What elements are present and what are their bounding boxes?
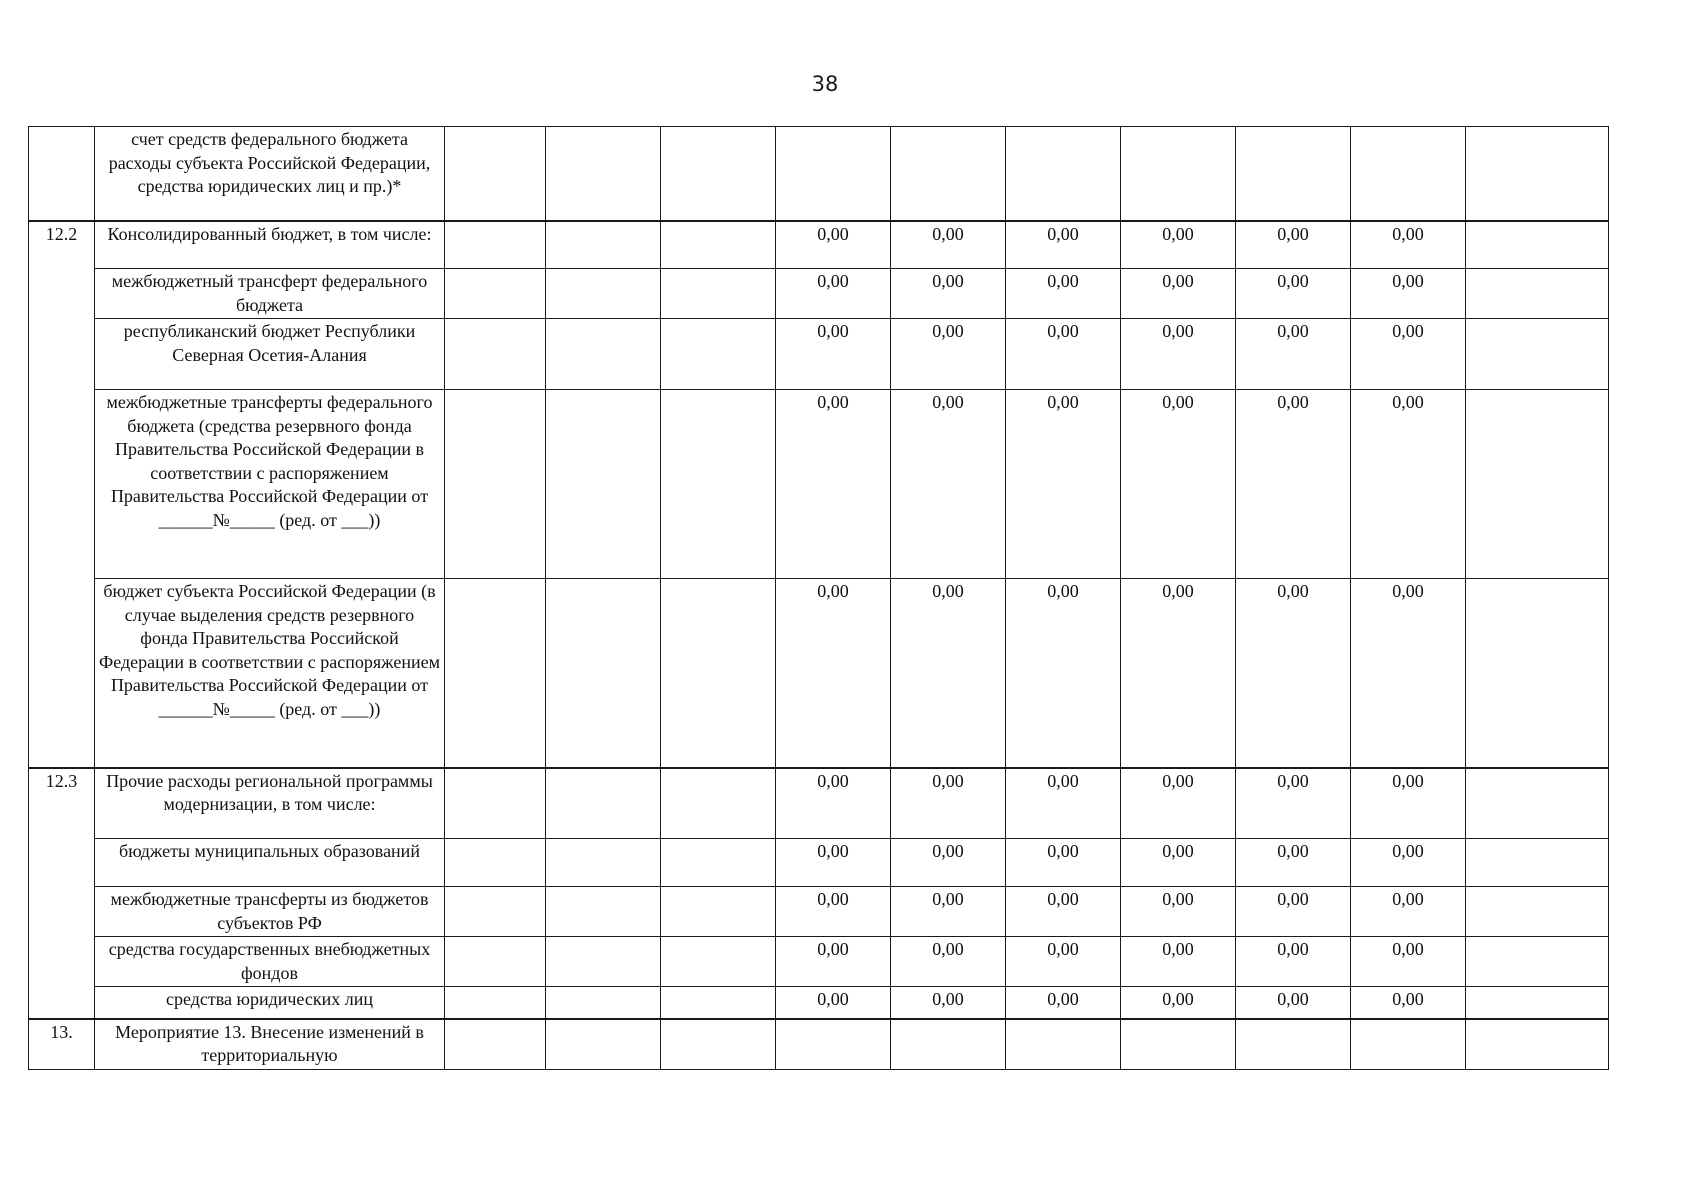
value-cell [445,390,546,579]
value-cell: 0,00 [1236,269,1351,319]
value-cell: 0,00 [1121,887,1236,937]
value-cell [1351,1019,1466,1070]
value-cell: 0,00 [1006,887,1121,937]
value-cell [661,887,776,937]
table-row [29,768,1609,839]
value-cell [546,987,661,1019]
value-cell: 0,00 [776,768,891,839]
value-cell: 0,00 [1236,390,1351,579]
value-cell [1236,127,1351,221]
value-cell [661,1019,776,1070]
table-row [29,887,1609,937]
value-cell: 0,00 [1006,987,1121,1019]
value-cell [546,768,661,839]
value-cell: 0,00 [776,269,891,319]
value-cell [1466,887,1609,937]
value-cell [1466,127,1609,221]
row-description: средства юридических лиц [95,987,445,1019]
value-cell [546,839,661,887]
value-cell [546,1019,661,1070]
value-cell [661,390,776,579]
row-description: счет средств федерального бюджета расходы субъекта Российской Федерации, средства юридических лиц и пр.)* [95,127,445,221]
table-row [29,987,1609,1019]
value-cell [1466,987,1609,1019]
value-cell: 0,00 [1006,768,1121,839]
row-description: республиканский бюджет Республики Северная Осетия-Алания [95,319,445,390]
value-cell: 0,00 [1006,221,1121,269]
value-cell [661,221,776,269]
value-cell [661,127,776,221]
value-cell [445,319,546,390]
value-cell [445,839,546,887]
table-row [29,390,1609,579]
row-description: бюджеты муниципальных образований [95,839,445,887]
value-cell [1466,319,1609,390]
value-cell: 0,00 [1006,390,1121,579]
value-cell: 0,00 [1121,390,1236,579]
row-number [29,127,95,221]
value-cell: 0,00 [1121,987,1236,1019]
table-row [29,269,1609,319]
row-description: межбюджетный трансферт федерального бюджета [95,269,445,319]
value-cell [1121,127,1236,221]
value-cell: 0,00 [1236,987,1351,1019]
value-cell [661,269,776,319]
row-number: 13. [29,1019,95,1070]
value-cell: 0,00 [1351,319,1466,390]
value-cell [1466,937,1609,987]
value-cell: 0,00 [776,839,891,887]
value-cell: 0,00 [891,319,1006,390]
value-cell: 0,00 [1121,221,1236,269]
value-cell [546,221,661,269]
value-cell [1006,127,1121,221]
value-cell: 0,00 [1121,319,1236,390]
value-cell [546,319,661,390]
table-row [29,839,1609,887]
value-cell: 0,00 [1351,887,1466,937]
table-row [29,1019,1609,1070]
value-cell: 0,00 [891,887,1006,937]
value-cell [546,937,661,987]
value-cell [445,269,546,319]
value-cell: 0,00 [1236,887,1351,937]
value-cell [1236,1019,1351,1070]
value-cell [776,1019,891,1070]
value-cell [445,221,546,269]
table-row [29,127,1609,221]
value-cell [1466,1019,1609,1070]
value-cell: 0,00 [1121,768,1236,839]
value-cell [1466,221,1609,269]
value-cell: 0,00 [891,987,1006,1019]
value-cell: 0,00 [1006,839,1121,887]
value-cell: 0,00 [1121,937,1236,987]
value-cell [445,127,546,221]
row-description: средства государственных внебюджетных фондов [95,937,445,987]
value-cell: 0,00 [1006,937,1121,987]
value-cell: 0,00 [1236,839,1351,887]
value-cell: 0,00 [1351,390,1466,579]
value-cell: 0,00 [1121,269,1236,319]
value-cell: 0,00 [1351,937,1466,987]
value-cell: 0,00 [1351,269,1466,319]
value-cell [546,127,661,221]
value-cell: 0,00 [776,937,891,987]
value-cell: 0,00 [1351,987,1466,1019]
value-cell [546,269,661,319]
table-row [29,319,1609,390]
value-cell: 0,00 [776,887,891,937]
value-cell [661,839,776,887]
value-cell: 0,00 [1351,221,1466,269]
value-cell [661,319,776,390]
value-cell: 0,00 [1236,579,1351,768]
row-description: бюджет субъекта Российской Федерации (в случае выделения средств резервного фонда Правительства Российской Федерации в соответствии с распоряжением Правительства Российской Федерации от ______№_____ (ред. от ___)) [95,579,445,768]
value-cell: 0,00 [1236,937,1351,987]
value-cell [891,127,1006,221]
value-cell: 0,00 [1006,319,1121,390]
value-cell [776,127,891,221]
row-number: 12.3 [29,768,95,1019]
value-cell [661,579,776,768]
value-cell [891,1019,1006,1070]
value-cell: 0,00 [776,319,891,390]
value-cell: 0,00 [1351,579,1466,768]
value-cell: 0,00 [1351,839,1466,887]
value-cell [546,579,661,768]
value-cell: 0,00 [1236,319,1351,390]
budget-table [28,126,1609,1070]
value-cell [445,579,546,768]
value-cell [1466,269,1609,319]
row-description: межбюджетные трансферты федерального бюджета (средства резервного фонда Правительства Российской Федерации в соответствии с распоряжением Правительства Российской Федерации от ______№_____ (ред. от ___)) [95,390,445,579]
value-cell [445,937,546,987]
value-cell: 0,00 [891,390,1006,579]
value-cell: 0,00 [1121,579,1236,768]
table-row [29,221,1609,269]
value-cell: 0,00 [891,937,1006,987]
value-cell: 0,00 [891,579,1006,768]
row-number: 12.2 [29,221,95,768]
row-description: Консолидированный бюджет, в том числе: [95,221,445,269]
value-cell [1466,768,1609,839]
value-cell: 0,00 [776,390,891,579]
value-cell [445,1019,546,1070]
value-cell [661,768,776,839]
value-cell: 0,00 [891,221,1006,269]
value-cell [1351,127,1466,221]
value-cell [1006,1019,1121,1070]
value-cell: 0,00 [1236,221,1351,269]
value-cell: 0,00 [776,579,891,768]
value-cell [1466,839,1609,887]
value-cell: 0,00 [1006,579,1121,768]
value-cell: 0,00 [891,269,1006,319]
value-cell [445,887,546,937]
value-cell: 0,00 [776,987,891,1019]
table-row [29,937,1609,987]
value-cell: 0,00 [1121,839,1236,887]
table-row [29,579,1609,768]
value-cell [546,390,661,579]
value-cell: 0,00 [776,221,891,269]
value-cell [1466,579,1609,768]
value-cell: 0,00 [891,839,1006,887]
value-cell: 0,00 [1351,768,1466,839]
value-cell [1121,1019,1236,1070]
value-cell [445,768,546,839]
value-cell [445,987,546,1019]
value-cell: 0,00 [891,768,1006,839]
value-cell: 0,00 [1006,269,1121,319]
page-number: 38 [811,72,839,96]
row-description: Мероприятие 13. Внесение изменений в территориальную [95,1019,445,1070]
row-description: межбюджетные трансферты из бюджетов субъектов РФ [95,887,445,937]
row-description: Прочие расходы региональной программы модернизации, в том числе: [95,768,445,839]
value-cell: 0,00 [1236,768,1351,839]
value-cell [546,887,661,937]
value-cell [1466,390,1609,579]
value-cell [661,987,776,1019]
value-cell [661,937,776,987]
